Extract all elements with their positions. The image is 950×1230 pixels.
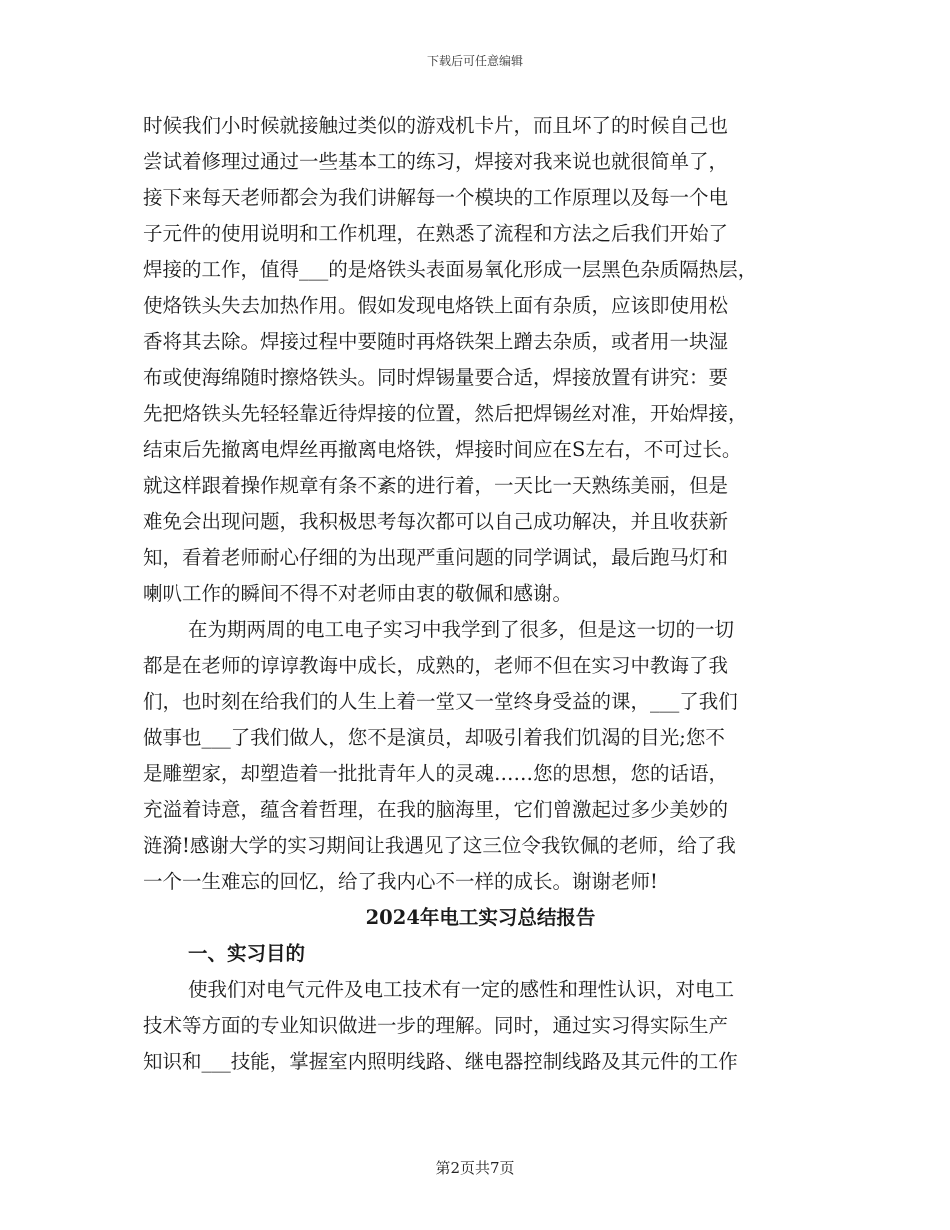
body-line: 香将其去除。焊接过程中要随时再烙铁架上蹭去杂质，或者用一块湿 bbox=[143, 330, 729, 353]
body-line: 涟漪!感谢大学的实习期间让我遇见了这三位令我钦佩的老师，给了我 bbox=[143, 834, 736, 857]
body-line: 时候我们小时候就接触过类似的游戏机卡片，而且坏了的时候自己也 bbox=[143, 114, 729, 137]
body-line: 尝试着修理过通过一些基本工的练习，焊接对我来说也就很简单了， bbox=[143, 150, 729, 173]
body-line: 结束后先撤离电焊丝再撤离电烙铁，焊接时间应在S左右，不可过长。 bbox=[143, 438, 742, 461]
body-line: 技术等方面的专业知识做进一步的理解。同时，通过实习得实际生产 bbox=[143, 1014, 729, 1037]
body-line: 难免会出现问题，我积极思考每次都可以自己成功解决，并且收获新 bbox=[143, 510, 729, 533]
body-line: 知识和___技能，掌握室内照明线路、继电器控制线路及其元件的工作 bbox=[143, 1050, 738, 1073]
document-body bbox=[143, 108, 818, 1080]
section-heading: 一、实习目的 bbox=[188, 942, 306, 965]
page-header: 下载后可任意编辑 bbox=[426, 54, 523, 68]
body-line: 先把烙铁头先轻轻靠近待焊接的位置，然后把焊锡丝对准，开始焊接， bbox=[143, 402, 748, 425]
body-line: 喇叭工作的瞬间不得不对老师由衷的敬佩和感谢。 bbox=[143, 582, 573, 605]
body-line: 是雕塑家，却塑造着一批批青年人的灵魂……您的思想，您的话语， bbox=[143, 762, 729, 785]
body-line: 接下来每天老师都会为我们讲解每一个模块的工作原理以及每一个电 bbox=[143, 186, 729, 209]
body-line: 做事也___了我们做人，您不是演员，却吸引着我们饥渴的目光;您不 bbox=[143, 726, 725, 749]
body-line: 就这样跟着操作规章有条不紊的进行着，一天比一天熟练美丽，但是 bbox=[143, 474, 729, 497]
body-line: 使烙铁头失去加热作用。假如发现电烙铁上面有杂质，应该即使用松 bbox=[143, 294, 729, 317]
body-line: 布或使海绵随时擦烙铁头。同时焊锡量要合适，焊接放置有讲究：要 bbox=[143, 366, 729, 389]
paragraph-first-line: 使我们对电气元件及电工技术有一定的感性和理性认识，对电工 bbox=[188, 978, 735, 1001]
body-line: 知，看着老师耐心仔细的为出现严重问题的同学调试，最后跑马灯和 bbox=[143, 546, 729, 569]
body-line: 充溢着诗意，蕴含着哲理，在我的脑海里，它们曾激起过多少美妙的 bbox=[143, 798, 729, 821]
body-line: 们，也时刻在给我们的人生上着一堂又一堂终身受益的课，___了我们 bbox=[143, 690, 738, 713]
page-number: 第2页共7页 bbox=[435, 1159, 515, 1177]
body-line: 焊接的工作，值得___的是烙铁头表面易氧化形成一层黑色杂质隔热层， bbox=[143, 258, 758, 281]
body-line: 子元件的使用说明和工作机理，在熟悉了流程和方法之后我们开始了 bbox=[143, 222, 729, 245]
document-title: 2024年电工实习总结报告 bbox=[365, 906, 596, 929]
body-line: 都是在老师的谆谆教诲中成长，成熟的，老师不但在实习中教诲了我 bbox=[143, 654, 729, 677]
paragraph-first-line: 在为期两周的电工电子实习中我学到了很多，但是这一切的一切 bbox=[188, 618, 735, 641]
body-line: 一个一生难忘的回忆，给了我内心不一样的成长。谢谢老师! bbox=[143, 870, 658, 893]
